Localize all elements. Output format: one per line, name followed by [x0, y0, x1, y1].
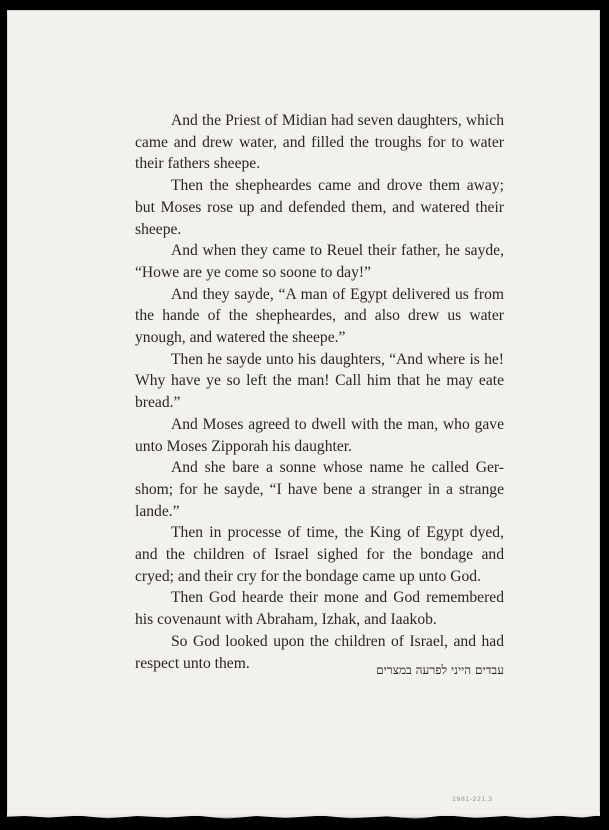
paragraph: And they sayde, “A man of Egypt delivered us from the hande of the shepheardes, and also drew us water ynough, and watered the sheepe.” — [135, 285, 504, 347]
paragraph: And the Priest of Midian had seven daughters, which came and drew water, and filled the troughs for to water their fathers sheepe. — [135, 112, 504, 173]
paragraph: And she bare a sonne whose name he called Ger-shom; for he sayde, “I have bene a stranger in a strange lande.” — [135, 459, 504, 520]
paragraph: Then God hearde their mone and God remembered his covenaunt with Abraham, Izhak, and Iaakob. — [135, 589, 504, 629]
scripture-text — [135, 110, 504, 674]
paragraph: And Moses agreed to dwell with the man, who gave unto Moses Zipporah his daughter. — [135, 415, 504, 455]
paragraph: Then he sayde unto his daughters, “And where is he! Why have ye so left the man! Call him that he may eate bread.” — [135, 350, 504, 412]
paragraph: So God looked upon the children of Israel, and had respect unto them. — [135, 632, 504, 672]
paragraph: Then in processe of time, the King of Egypt dyed, and the children of Israel sighed for the bondage and cryed; and their cry for the bondage came up unto God. — [135, 524, 504, 585]
inventory-number: 1981-221.3 — [452, 795, 493, 803]
deckle-edge — [7, 812, 600, 820]
paragraph: Then the shepheardes came and drove them away; but Moses rose up and defended them, and watered their sheepe. — [135, 177, 504, 238]
hebrew-caption: עבדים הייני לפרעה במצרים — [376, 663, 504, 677]
paragraph: And when they came to Reuel their father, he sayde, “Howe are ye come so soone to day!” — [135, 242, 504, 281]
